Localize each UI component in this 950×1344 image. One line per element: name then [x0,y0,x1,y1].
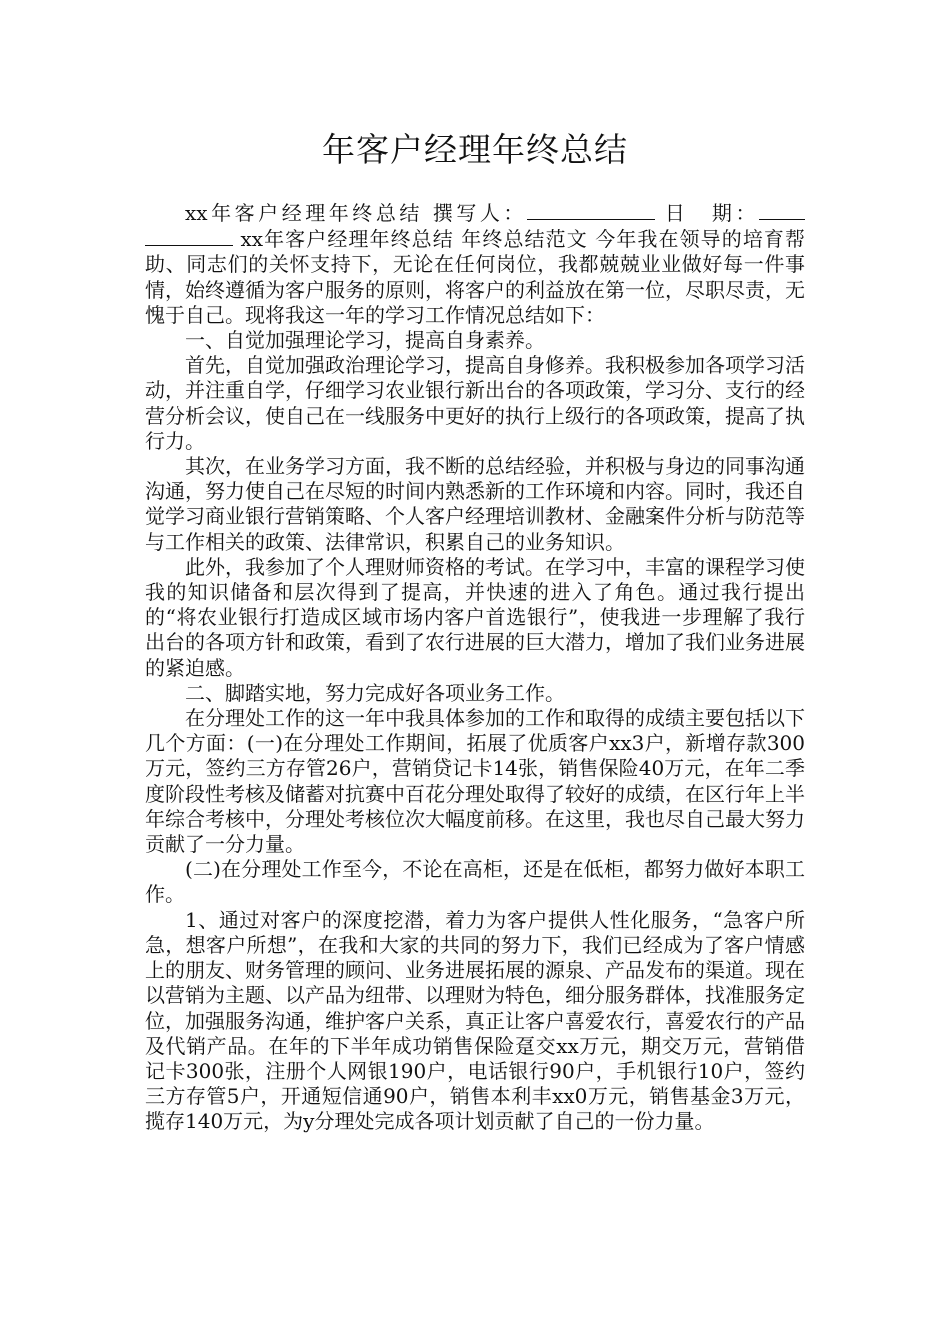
body-paragraph: (二)在分理处工作至今，不论在高柜，还是在低柜，都努力做好本职工作。 [145,857,805,907]
date-blank-1 [759,200,805,220]
header-paragraph [145,200,805,328]
date-blank-2 [145,226,233,246]
document-body [145,200,805,1135]
body-paragraph: 1、通过对客户的深度挖潜，着力为客户提供人性化服务，“急客户所急，想客户所想”，在我和大家的共同的努力下，我们已经成为了客户情感上的朋友、财务管理的顾问、业务进展拓展的源泉、产品发布的渠道。现在以营销为主题、以产品为纽带、以理财为特色，细分服务群体，找准服务定位，加强服务沟通，维护客户关系，真正让客户喜爱农行，喜爱农行的产品及代销产品。在年的下半年成功销售保险趸交xx万元，期交万元，营销借记卡300张，注册个人网银190户，电话银行90户，手机银行10户，签约三方存管5户，开通短信通90户，销售本利丰xx0万元，销售基金3万元，揽存140万元，为y分理处完成各项计划贡献了自己的一份力量。 [145,907,805,1134]
body-paragraph: 在分理处工作的这一年中我具体参加的工作和取得的成绩主要包括以下几个方面：(一)在分理处工作期间，拓展了优质客户xx3户，新增存款300万元，签约三方存管26户，营销贷记卡14张，销售保险40万元，在年二季度阶段性考核及储蓄对抗赛中百花分理处取得了较好的成绩，在区行年上半年综合考核中，分理处考核位次大幅度前移。在这里，我也尽自己最大努力贡献了一分力量。 [145,706,805,857]
body-paragraph: 首先，自觉加强政治理论学习，提高自身修养。我积极参加各项学习活动，并注重自学，仔细学习农业银行新出台的各项政策，学习分、支行的经营分析会议，使自己在一线服务中更好的执行上级行的各项政策，提高了执行力。 [145,353,805,453]
document-title: 年客户经理年终总结 [322,130,628,169]
header-continuation: xx年客户经理年终总结 年终总结范文 今年我在领导的培育帮助、同志们的关怀支持下，无论在任何岗位，我都兢兢业业做好每一件事情，始终遵循为客户服务的原则，将客户的利益放在第一位，尽职尽责，无愧于自己。现将我这一年的学习工作情况总结如下： [145,227,805,327]
header-lead: xx年客户经理年终总结 撰写人： [185,201,527,225]
section-heading-1: 一、自觉加强理论学习，提高自身素养。 [185,328,545,353]
date-label: 日 期： [654,201,760,225]
body-paragraph: 此外，我参加了个人理财师资格的考试。在学习中，丰富的课程学习使我的知识储备和层次得到了提高，并快速的进入了角色。通过我行提出的“将农业银行打造成区域市场内客户首选银行”，使我进一步理解了我行出台的各项方针和政策，看到了农行进展的巨大潜力，增加了我们业务进展的紧迫感。 [145,554,805,680]
section-heading-2: 二、脚踏实地，努力完成好各项业务工作。 [185,680,565,705]
author-blank [527,200,655,220]
body-paragraph: 其次，在业务学习方面，我不断的总结经验，并积极与身边的同事沟通沟通，努力使自己在尽短的时间内熟悉新的工作环境和内容。同时，我还自觉学习商业银行营销策略、个人客户经理培训教材、金融案件分析与防范等与工作相关的政策、法律常识，积累自己的业务知识。 [145,454,805,554]
